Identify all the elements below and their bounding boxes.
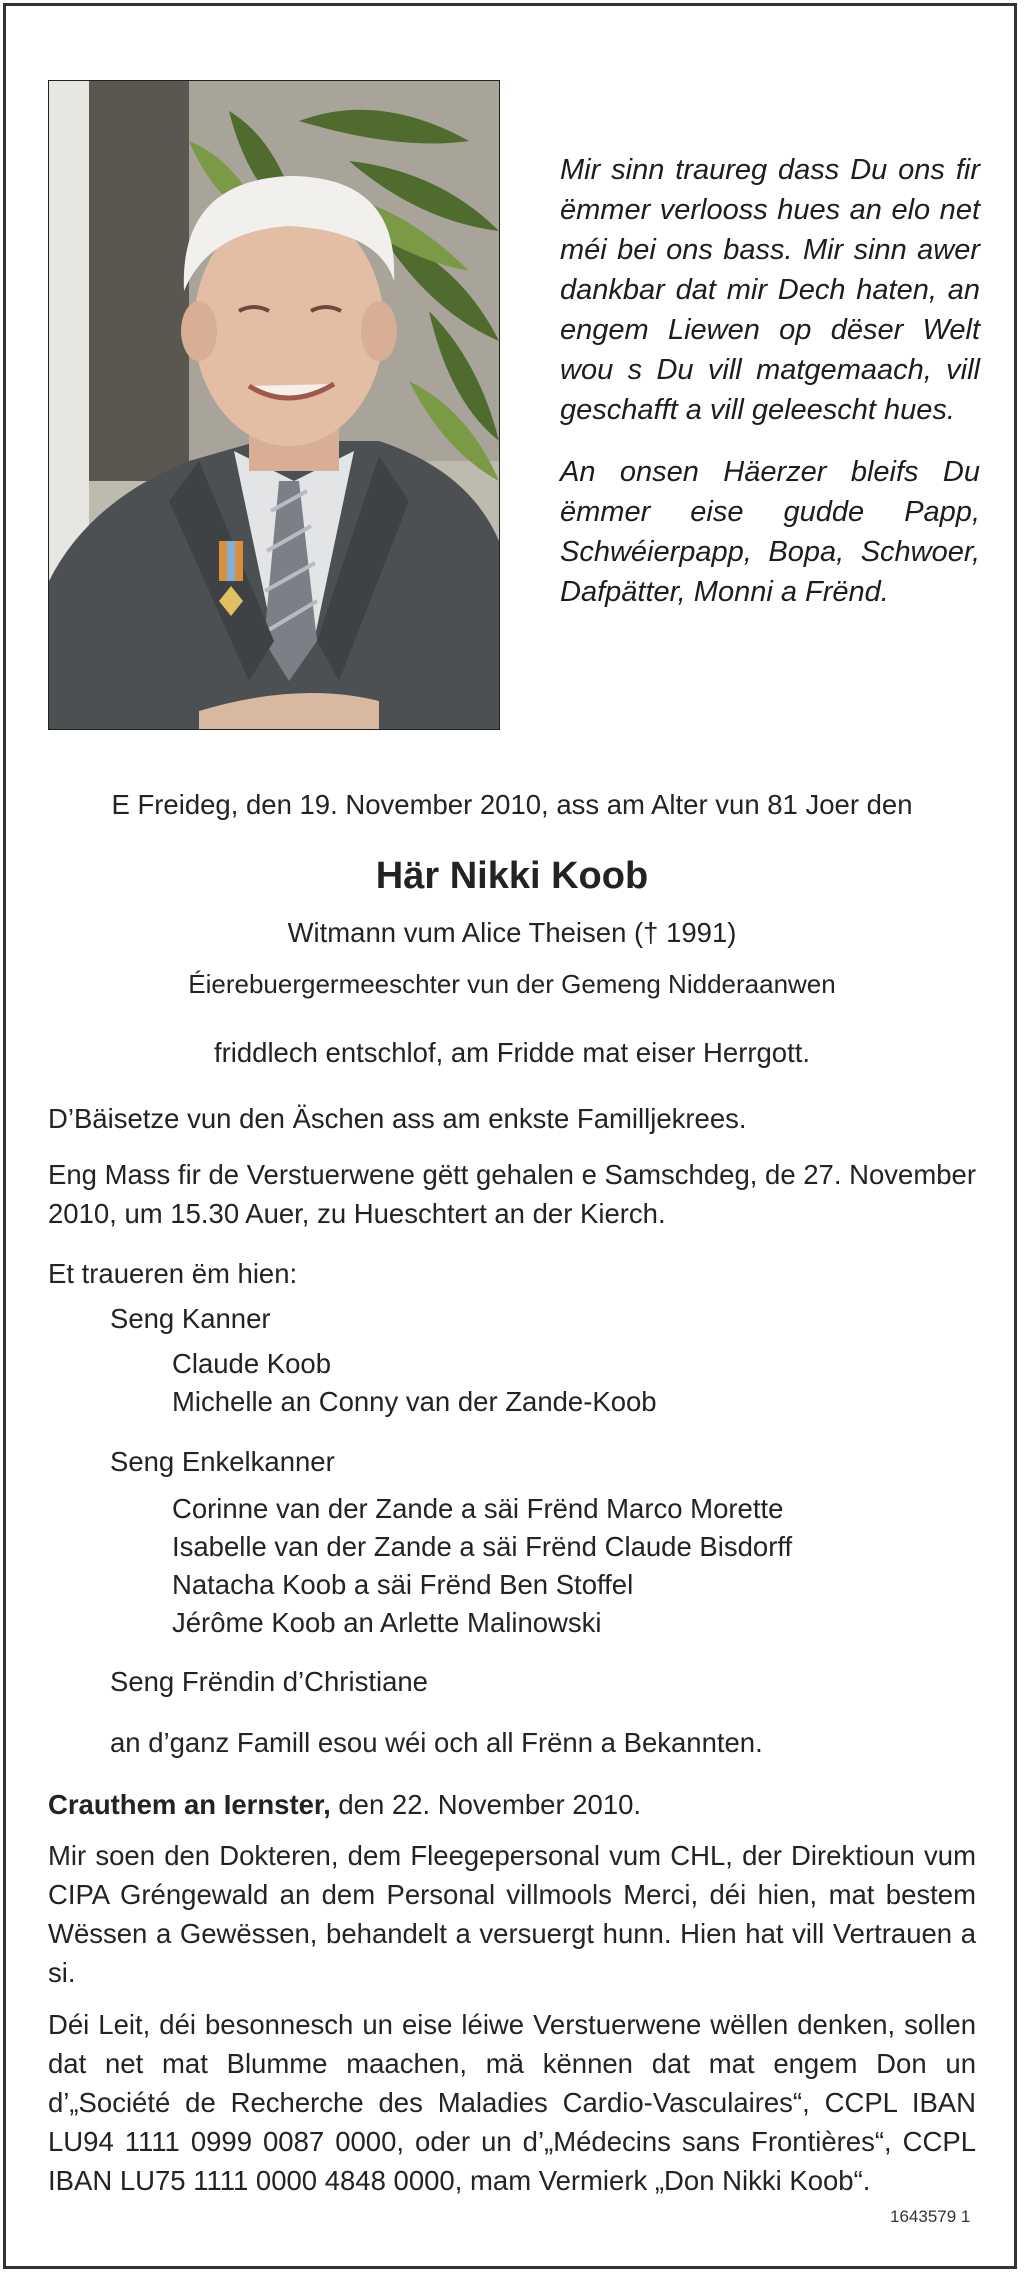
list-item: Natacha Koob a säi Frënd Ben Stoffel: [172, 1569, 634, 1600]
place: Crauthem an Iernster,: [48, 1789, 331, 1820]
date: den 22. November 2010.: [330, 1789, 642, 1820]
grandchildren-list: [172, 1490, 792, 1642]
grandchildren-heading: Seng Enkelkanner: [110, 1446, 335, 1477]
poem-stanza-2: An onsen Häerzer bleifs Du ëmmer eise gudde Papp, Schwéierpapp, Bopa, Schwoer, Dafpätter, Monni a Frënd.: [560, 456, 980, 608]
ad-reference-code: 1643579 1: [890, 2207, 971, 2226]
place-date-line: [48, 1786, 641, 1824]
portrait-image: [49, 81, 499, 729]
donation-paragraph: Déi Leit, déi besonnesch un eise léiwe Verstuerwene wëllen denken, sollen dat net mat Blumme maachen, mä kënnen dat mat engem Don un d’„Société de Recherche des Maladies Cardio-Vasculaires“, CCPL IBAN LU94 1111 0999 0087 0000, oder un d’„Médecins sans Frontières“, CCPL IBAN LU75 1111 0000 4848 0000, mam Vermierk „Don Nikki Koob“.: [48, 2009, 976, 2196]
mass-announcement: Eng Mass fir de Verstuerwene gëtt gehalen e Samschdeg, de 27. November 2010, um 15.30 Auer, zu Hueschtert an der Kierch.: [48, 1159, 976, 1229]
memorial-poem: [560, 150, 980, 612]
honorary-title: Éierebuergermeeschter vun der Gemeng Nidderaanwen: [188, 969, 836, 999]
deceased-name: Här Nikki Koob: [375, 855, 649, 897]
widower-line: Witmann vum Alice Theisen († 1991): [287, 917, 737, 948]
intro-line: E Freideg, den 19. November 2010, ass am Alter vun 81 Joer den: [111, 789, 913, 820]
list-item: Michelle an Conny van der Zande-Koob: [172, 1386, 657, 1417]
poem-stanza-1: Mir sinn traureg dass Du ons fir ëmmer verlooss hues an elo net méi bei ons bass. Mir sinn awer dankbar dat mir Dech haten, an engem Liewen op dëser Welt wou s Du vill matgemaach, vill geschafft a vill geleescht hues.: [560, 154, 980, 426]
portrait-photo: [48, 80, 500, 730]
family-line: an d’ganz Famill esou wéi och all Frënn a Bekannten.: [110, 1727, 763, 1758]
list-item: Isabelle van der Zande a säi Frënd Claude Bisdorff: [172, 1531, 793, 1562]
list-item: Jérôme Koob an Arlette Malinowski: [172, 1607, 602, 1638]
mourners-intro: Et traueren ëm hien:: [48, 1258, 298, 1289]
children-list: [172, 1345, 657, 1421]
children-heading: Seng Kanner: [110, 1303, 271, 1334]
passed-away-line: friddlech entschlof, am Fridde mat eiser Herrgott.: [213, 1037, 811, 1068]
list-item: Corinne van der Zande a säi Frënd Marco Morette: [172, 1493, 784, 1524]
burial-line: D’Bäisetze vun den Äschen ass am enkste Familljekrees.: [48, 1103, 747, 1134]
thanks-paragraph: Mir soen den Dokteren, dem Fleegepersonal vum CHL, der Direktioun vum CIPA Gréngewald an dem Personal villmools Merci, déi hien, mat bestem Wëssen a Gewëssen, behandelt a versuergt hunn. Hien hat vill Vertrauen a si.: [48, 1840, 976, 1988]
girlfriend-line: Seng Frëndin d’Christiane: [110, 1666, 428, 1697]
list-item: Claude Koob: [172, 1348, 332, 1379]
